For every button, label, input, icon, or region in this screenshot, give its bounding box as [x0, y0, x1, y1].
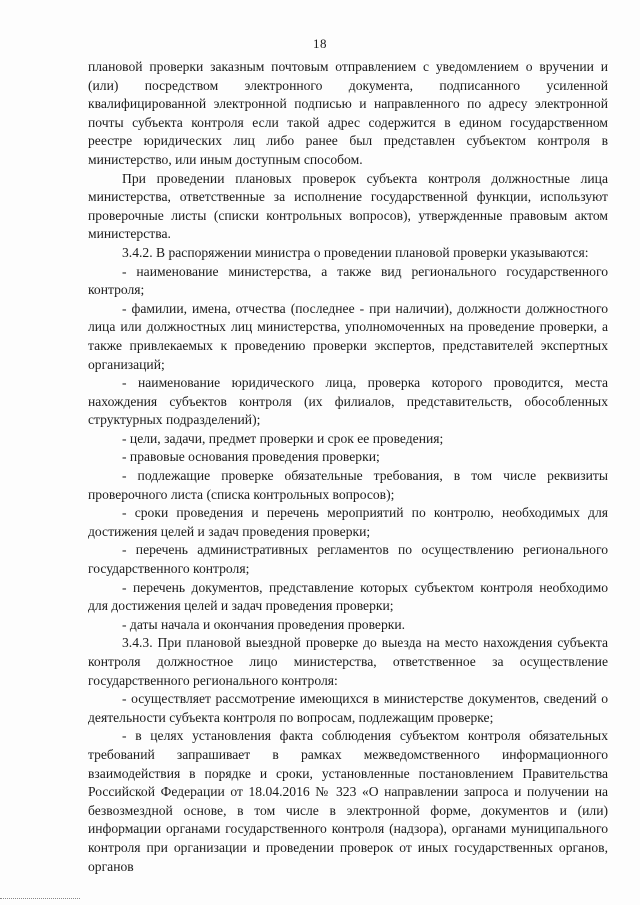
- paragraph-section-3-4-3: 3.4.3. При плановой выездной проверке до выезда на место нахождения субъекта контроля должностное лицо министерства, ответственное за осуществление государственного регионального контроля:: [88, 635, 608, 688]
- list-item: - правовые основания проведения проверки;: [122, 449, 380, 465]
- list-item: - перечень административных регламентов по осуществлению регионального государственного контроля;: [88, 542, 608, 577]
- page-number: 18: [313, 36, 327, 51]
- list-item: - даты начала и окончания проведения проверки.: [122, 616, 406, 632]
- list-item: - в целях установления факта соблюдения субъектом контроля обязательных требований запрашивает в рамках межведомственного информационного взаимодействия в порядке и сроки, установленные постановлением Правительства Российской Федерации от 18.04.2016 № 323 «О направлении запроса и получении на безвозмездной основе, в том числе в электронной форме, документов и (или) информации органами государственного контроля (надзора), органами муниципального контроля при организации и проведении проверок от иных государственных органов, органов: [88, 728, 608, 874]
- paragraph-checklists: При проведении плановых проверок субъекта контроля должностные лица министерства, ответственные за исполнение государственной функции, используют проверочные листы (списки контрольных вопросов), утвержденные правовым актом министерства.: [88, 170, 608, 242]
- list-item: - наименование юридического лица, проверка которого проводится, места нахождения субъектов контроля (их филиалов, представительств, обособленных структурных подразделений);: [88, 375, 608, 428]
- list-item: - наименование министерства, а также вид регионального государственного контроля;: [88, 263, 608, 298]
- scan-edge-divider: [0, 896, 80, 899]
- list-item: - перечень документов, представление которых субъектом контроля необходимо для достижения целей и задач проведения проверки;: [88, 579, 608, 614]
- list-item: - цели, задачи, предмет проверки и срок ее проведения;: [122, 430, 444, 446]
- list-item: - осуществляет рассмотрение имеющихся в министерстве документов, сведений о деятельности субъекта контроля по вопросам, подлежащим проверке;: [88, 691, 608, 725]
- list-item: - подлежащие проверке обязательные требования, в том числе реквизиты проверочного листа (списка контрольных вопросов);: [88, 468, 608, 502]
- list-item: - сроки проведения и перечень мероприятий по контролю, необходимых для достижения целей и задач проведения проверки;: [88, 505, 608, 539]
- paragraph-section-3-4-2: 3.4.2. В распоряжении министра о проведении плановой проверки указываются:: [122, 244, 589, 260]
- document-body: [88, 58, 608, 876]
- paragraph-continuation: плановой проверки заказным почтовым отправлением с уведомлением о вручении и (или) посредством электронного документа, подписанного усиленной квалифицированной электронной подписью и направленного по адресу электронной почты субъекта контроля если такой адрес содержится в едином государственном реестре юридических лиц либо ранее был представлен субъектом контроля в министерство, или иным доступным способом.: [88, 59, 608, 167]
- list-item: - фамилии, имена, отчества (последнее - при наличии), должности должностного лица или должностных лиц министерства, уполномоченных на проведение проверки, а также привлекаемых к проведению проверки экспертов, представителей экспертных организаций;: [88, 300, 608, 372]
